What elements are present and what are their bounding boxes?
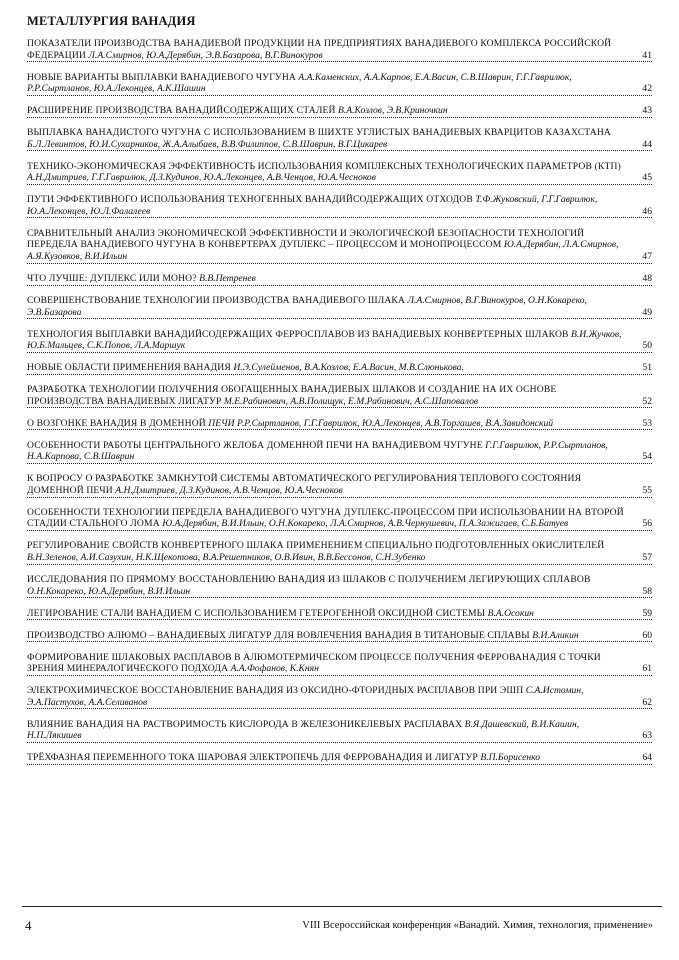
- toc-entry: [27, 228, 652, 264]
- toc-entry: [27, 72, 652, 96]
- toc-entry: [27, 630, 652, 643]
- toc-entry-authors: А.Н.Дмитриев, Д.З.Кудинов, А.В.Ченцов, Ю.А.Чесноков: [115, 484, 343, 496]
- toc-entry: [27, 574, 652, 598]
- toc-entry: [27, 685, 652, 709]
- toc-entry-page: 55: [639, 485, 652, 497]
- toc-entry-title: РАЗРАБОТКА ТЕХНОЛОГИИ ПОЛУЧЕНИЯ ОБОГАЩЕННЫХ ВАНАДИЕВЫХ ШЛАКОВ И СОЗДАНИЕ НА ИХ ОСНОВЕ ПРОИЗВОДСТВА ВАНАДИЕВЫХ ЛИГАТУР: [27, 384, 557, 407]
- toc-entry-title: ВЛИЯНИЕ ВАНАДИЯ НА РАСТВОРИМОСТЬ КИСЛОРОДА В ЖЕЛЕЗОНИКЕЛЕВЫХ РАСПЛАВАХ: [27, 718, 463, 730]
- toc-entry-title: СРАВНИТЕЛЬНЫЙ АНАЛИЗ ЭКОНОМИЧЕСКОЙ ЭФФЕКТИВНОСТИ И ЭКОЛОГИЧЕСКОЙ БЕЗОПАСНОСТИ ТЕХНОЛОГИЙ ПЕРЕДЕЛА ВАНАДИЕВОГО ЧУГУНА В КОНВЕРТЕРАХ ДУПЛЕКС – ПРОЦЕССОМ И МОНОПРОЦЕССОМ: [27, 227, 585, 251]
- toc-entry: [27, 719, 652, 743]
- toc-entry-title: ЭЛЕКТРОХИМИЧЕСКОЕ ВОССТАНОВЛЕНИЕ ВАНАДИЯ ИЗ ОКСИДНО-ФТОРИДНЫХ РАСПЛАВОВ ПРИ ЭШП: [27, 685, 524, 697]
- footer-rule: [22, 906, 662, 907]
- toc-entry-authors: Т.Ф.Жуковский, Г.Г.Гаврилюк, Ю.А.Леконцев, Ю.Л.Фалалеев: [27, 194, 598, 217]
- toc-entry-page: 41: [639, 50, 652, 62]
- toc-entry: [27, 384, 652, 408]
- toc-entry-title: ЛЕГИРОВАНИЕ СТАЛИ ВАНАДИЕМ С ИСПОЛЬЗОВАНИЕМ ГЕТЕРОГЕННОЙ ОКСИДНОЙ СИСТЕМЫ: [27, 607, 486, 619]
- toc-entry-title: ОСОБЕННОСТИ РАБОТЫ ЦЕНТРАЛЬНОГО ЖЕЛОБА ДОМЕННОЙ ПЕЧИ НА ВАНАДИЕВОМ ЧУГУНЕ: [27, 439, 483, 451]
- toc-entry-authors: В.И.Жучков, Ю.Б.Мальцев, С.К.Попов, Л.А.Маршук: [27, 328, 622, 352]
- toc-entry-authors: Ю.А.Дерябин, Л.А.Смирнов, А.Я.Кузовков, В.И.Ильин: [27, 239, 619, 263]
- toc-entry-authors: В.Я.Дашевский, В.И.Кашин, Н.П.Лякишев: [27, 718, 580, 742]
- toc-entry-authors: С.А.Истомин, Э.А.Пастухов, А.А.Селиванов: [27, 685, 584, 708]
- toc-entry-authors: А.А.Каменских, А.А.Карпов, Е.А.Васин, С.В.Шаврин, Г.Г.Гаврилюк, Р.Р.Сыртланов, Ю.А.Леконцев, А.К.Шашин: [27, 71, 572, 95]
- toc-entry: [27, 194, 652, 218]
- toc-entry-title: ПРОИЗВОДСТВО АЛЮМО – ВАНАДИЕВЫХ ЛИГАТУР ДЛЯ ВОВЛЕЧЕНИЯ ВАНАДИЯ В ТИТАНОВЫЕ СПЛАВЫ: [27, 629, 530, 641]
- toc-entry-authors: А.Н.Дмитриев, Г.Г.Гаврилюк, Д.З.Кудинов, Ю.А.Леконцев, А.В.Ченцов, Ю.А.Чесноков: [27, 172, 376, 184]
- toc-entry-page: 45: [639, 172, 652, 184]
- toc-entry-page: 53: [639, 418, 652, 430]
- toc-entry-authors: Б.Л.Левинтов, Ю.И.Сухарников, Ж.А.Алыбаев, В.В.Филиппов, С.В.Шаврин, В.Г.Цикарев: [27, 138, 388, 150]
- toc-entry: [27, 295, 652, 319]
- toc-entry-title: ОСОБЕННОСТИ ТЕХНОЛОГИИ ПЕРЕДЕЛА ВАНАДИЕВОГО ЧУГУНА ДУПЛЕКС-ПРОЦЕССОМ ПРИ ИСПОЛЬЗОВАНИИ НА ВТОРОЙ СТАДИИ СТАЛЬНОГО ЛОМА: [27, 506, 624, 530]
- toc-entry-title: ЧТО ЛУЧШЕ: ДУПЛЕКС ИЛИ МОНО?: [27, 273, 197, 285]
- toc-entry: [27, 540, 652, 564]
- toc-entry-title: СОВЕРШЕНСТВОВАНИЕ ТЕХНОЛОГИИ ПРОИЗВОДСТВА ВАНАДИЕВОГО ШЛАКА: [27, 295, 406, 307]
- toc-entry-title: ФОРМИРОВАНИЕ ШЛАКОВЫХ РАСПЛАВОВ В АЛЮМОТЕРМИЧЕСКОМ ПРОЦЕССЕ ПОЛУЧЕНИЯ ФЕРРОВАНАДИЯ С ТОЧКИ ЗРЕНИЯ МИНЕРАЛОГИЧЕСКОГО ПОДХОДА: [27, 651, 601, 675]
- toc-entry-page: 54: [639, 451, 652, 463]
- toc-entry-page: 59: [639, 608, 652, 620]
- toc-entry-title: ВЫПЛАВКА ВАНАДИСТОГО ЧУГУНА С ИСПОЛЬЗОВАНИЕМ В ШИХТЕ УГЛИСТЫХ ВАНАДИЕВЫХ КВАРЦИТОВ КАЗАХСТАНА: [27, 127, 612, 139]
- toc-entry-page: 61: [639, 663, 652, 675]
- toc-entry-authors: ПЕЧИ Р.Р.Сыртланов, Г.Г.Гаврилюк, Ю.А.Леконцев, А.В.Торгашев, В.А.Завидонский: [208, 417, 554, 429]
- toc-entry-title: К ВОПРОСУ О РАЗРАБОТКЕ ЗАМКНУТОЙ СИСТЕМЫ АВТОМАТИЧЕСКОГО РЕГУЛИРОВАНИЯ ТЕПЛОВОГО СОСТОЯНИЯ ДОМЕННОЙ ПЕЧИ: [27, 473, 582, 496]
- page-number: 4: [25, 918, 32, 933]
- toc-entry-title: ТЕХНОЛОГИЯ ВЫПЛАВКИ ВАНАДИЙСОДЕРЖАЩИХ ФЕРРОСПЛАВОВ ИЗ ВАНАДИЕВЫХ КОНВЕРТЕРНЫХ ШЛАКОВ: [27, 328, 569, 340]
- toc-entry-page: 57: [639, 552, 652, 564]
- toc-entry-title: О ВОЗГОНКЕ ВАНАДИЯ В ДОМЕННОЙ: [27, 417, 206, 429]
- toc-entry-authors: В.И.Аликин: [532, 629, 579, 641]
- toc-entry-page: 56: [639, 518, 652, 530]
- toc-entry: [27, 38, 652, 62]
- toc-entry-page: 43: [639, 105, 652, 117]
- toc-entry-title: ПУТИ ЭФФЕКТИВНОГО ИСПОЛЬЗОВАНИЯ ТЕХНОГЕННЫХ ВАНАДИЙСОДЕРЖАЩИХ ОТХОДОВ: [27, 194, 473, 206]
- toc-entry: [27, 473, 652, 497]
- toc-entry-page: 47: [639, 251, 652, 263]
- toc-entry-authors: М.Е.Рабинович, А.В.Полищук, Е.М.Рабинович, А.С.Шаповалов: [223, 395, 479, 407]
- toc-entry-title: РЕГУЛИРОВАНИЕ СВОЙСТВ КОНВЕРТЕРНОГО ШЛАКА ПРИМЕНЕНИЕМ СПЕЦИАЛЬНО ПОДГОТОВЛЕННЫХ ОКИСЛИТЕЛЕЙ: [27, 540, 605, 552]
- toc-entry-authors: Ю.А.Дерябин, В.И.Ильин, О.Н.Кокарeко, Л.А.Смирнов, А.В.Чернушевич, П.А.Зажигаев, С.Б.Батуев: [162, 518, 569, 530]
- toc-entry: [27, 105, 652, 118]
- toc-entry-authors: В.Н.Зеленов, А.И.Сазухин, Н.К.Щекотова, В.А.Решетников, О.В.Ивин, В.В.Бессонов, С.Н.Зубенко: [27, 552, 426, 564]
- toc-entry-page: 48: [639, 273, 652, 285]
- toc-entry-title: ИССЛЕДОВАНИЯ ПО ПРЯМОМУ ВОССТАНОВЛЕНИЮ ВАНАДИЯ ИЗ ШЛАКОВ С ПОЛУЧЕНИЕМ ЛЕГИРУЮЩИХ СПЛАВОВ: [27, 574, 591, 586]
- toc-entry: [27, 329, 652, 353]
- toc-entry-authors: В.П.Борисенко: [480, 752, 541, 764]
- toc-entry-authors: И.Э.Сулейменов, В.А.Козлов, Е.А.Васин, М.В.Слюнькова.: [233, 362, 464, 374]
- toc-entry-authors: А.А.Фофанов, К.Княн: [230, 663, 319, 675]
- toc-entry-authors: В.В.Петренев: [199, 273, 256, 285]
- toc-entry: [27, 161, 652, 185]
- toc-entry: [27, 362, 652, 375]
- toc-entry-page: 50: [639, 340, 652, 352]
- toc-entry-page: 51: [639, 362, 652, 374]
- toc-entry-title: НОВЫЕ ВАРИАНТЫ ВЫПЛАВКИ ВАНАДИЕВОГО ЧУГУНА: [27, 71, 296, 83]
- toc-entry-authors: Л.А.Смирнов, В.Г.Винокуров, О.Н.Кокарeко, Э.В.Базарова: [27, 295, 587, 318]
- toc-entry: [27, 507, 652, 531]
- toc-entry-authors: В.А.Осокин: [487, 607, 534, 619]
- toc-entry-title: ТРЁХФАЗНАЯ ПЕРЕМЕННОГО ТОКА ШАРОВАЯ ЭЛЕКТРОПЕЧЬ ДЛЯ ФЕРРОВАНАДИЯ И ЛИГАТУР: [27, 752, 478, 764]
- toc-entry-title: ТЕХНИКО-ЭКОНОМИЧЕСКАЯ ЭФФЕКТИВНОСТЬ ИСПОЛЬЗОВАНИЯ КОМПЛЕКСНЫХ ТЕХНОЛОГИЧЕСКИХ ПАРАМЕТРОВ (КТП): [27, 160, 621, 172]
- toc-entry-authors: Г.Г.Гаврилюк, Р.Р.Сыртланов, Н.А.Карпова, С.В.Шаврин: [27, 439, 608, 463]
- toc-entry: [27, 273, 652, 286]
- section-title: МЕТАЛЛУРГИЯ ВАНАДИЯ: [27, 14, 196, 28]
- toc-entry-page: 58: [639, 586, 652, 598]
- toc-entry-page: 60: [639, 630, 652, 642]
- toc-entry-authors: О.Н.Кокарeко, Ю.А.Дерябин, В.И.Ильин: [27, 585, 191, 597]
- toc-entry-title: РАСШИРЕНИЕ ПРОИЗВОДСТВА ВАНАДИЙСОДЕРЖАЩИХ СТАЛЕЙ: [27, 105, 336, 117]
- toc-entry-page: 52: [639, 396, 652, 408]
- toc-entry-page: 46: [639, 206, 652, 218]
- toc-entry-authors: В.А.Козлов, Э.В.Криночкин: [338, 105, 448, 117]
- toc-entry-page: 64: [639, 752, 652, 764]
- toc-entry-title: ПОКАЗАТЕЛИ ПРОИЗВОДСТВА ВАНАДИЕВОЙ ПРОДУКЦИИ НА ПРЕДПРИЯТИЯХ ВАНАДИЕВОГО КОМПЛЕКСА РОССИЙСКОЙ ФЕДЕРАЦИИ: [27, 38, 612, 61]
- toc-entry: [27, 752, 652, 765]
- toc-entry: [27, 440, 652, 464]
- toc-entry-page: 63: [639, 730, 652, 742]
- toc-entry-authors: Л.А.Смирнов, Ю.А.Дерябин, Э.В.Базарова, В.Г.Винокуров: [88, 49, 323, 61]
- toc-entry-page: 49: [639, 307, 652, 319]
- toc-entry-page: 42: [639, 83, 652, 95]
- toc-entry-page: 44: [639, 139, 652, 151]
- toc-entry-title: НОВЫЕ ОБЛАСТИ ПРИМЕНЕНИЯ ВАНАДИЯ: [27, 362, 231, 374]
- toc-entry: [27, 652, 652, 676]
- toc-entry-page: 62: [639, 697, 652, 709]
- toc-entry: [27, 418, 652, 431]
- running-footer: VIII Всероссийская конференция «Ванадий. Химия, технология, применение»: [302, 920, 653, 931]
- toc-entry: [27, 127, 652, 151]
- table-of-contents: [27, 38, 652, 774]
- toc-entry: [27, 608, 652, 621]
